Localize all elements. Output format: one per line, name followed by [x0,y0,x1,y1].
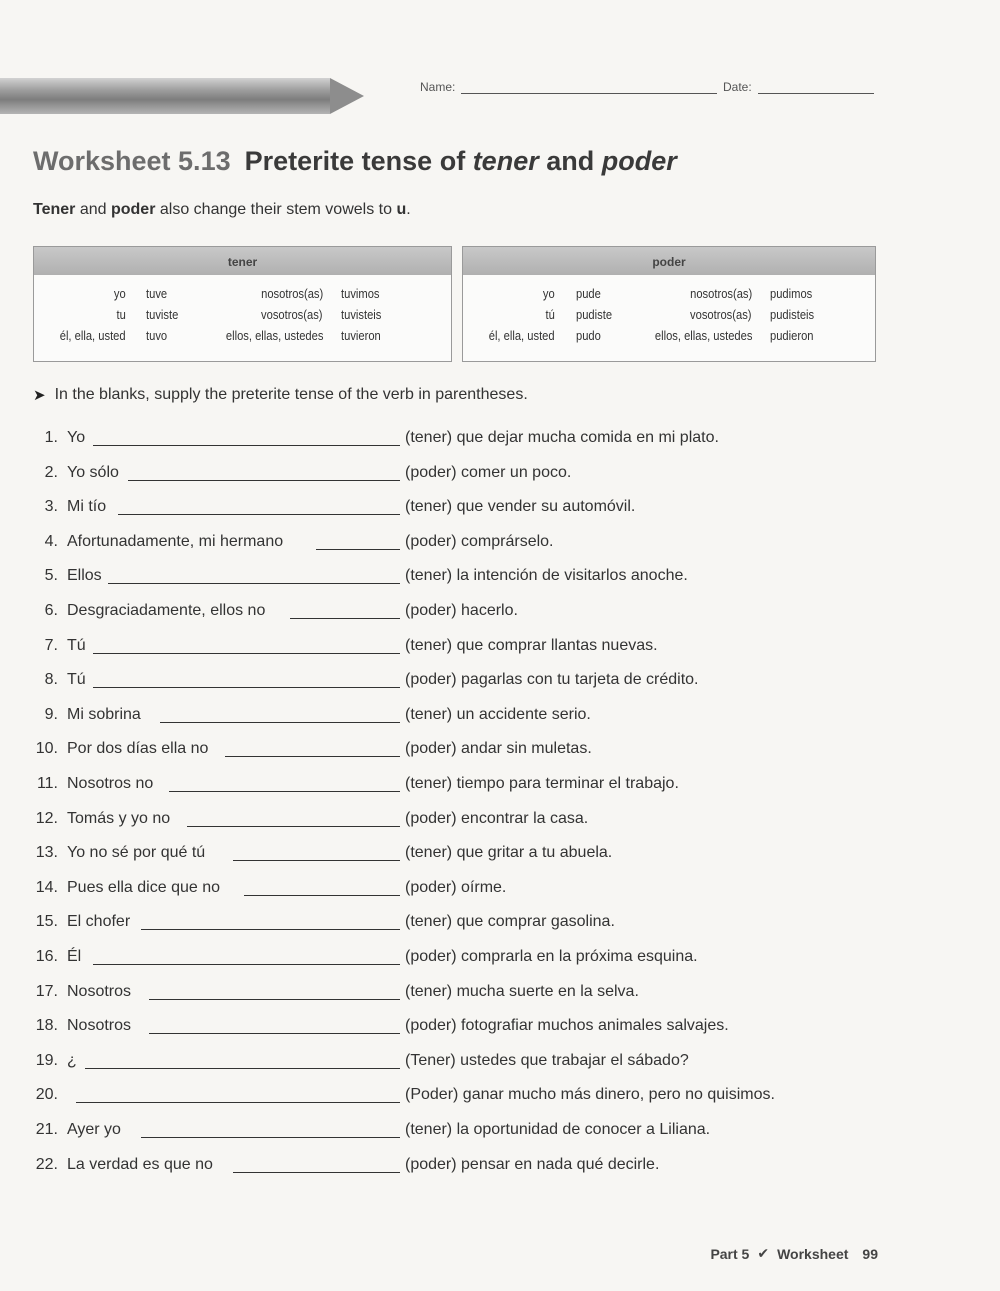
exercise-number: 21. [35,1121,58,1138]
exercise-number: 2. [44,463,58,481]
poder-pronoun-6: ellos, ellas, ustedes [654,328,752,343]
exercise-item [0,913,1000,937]
tener-form-6: tuvieron [341,328,381,343]
exercise-subject: ¿ [67,1051,77,1069]
subtitle-rest: also change their stem vowels to [155,201,397,218]
tener-form-5: tuvisteis [341,307,382,322]
answer-blank[interactable] [169,791,400,792]
exercise-item [0,671,1000,695]
poder-pronoun-5: vosotros(as) [690,307,752,322]
exercise-item [0,1156,1000,1180]
exercise-item [0,948,1000,972]
page-number: 99 [862,1245,878,1262]
instructions-text: In the blanks, supply the preterite tense of the verb in parentheses. [54,386,528,403]
exercise-number: 13. [35,844,58,862]
tener-pronoun-1: yo [114,286,126,301]
exercise-item [0,1086,1000,1110]
exercise-hint: (poder) oírme. [405,878,507,896]
tener-form-2: tuviste [146,307,179,322]
poder-form-3: pudo [576,328,601,343]
exercise-hint: (poder) hacerlo. [405,602,518,619]
answer-blank[interactable] [149,1033,400,1034]
exercise-hint: (Poder) ganar mucho más dinero, pero no quisimos. [405,1086,775,1104]
exercise-number: 1. [44,429,58,446]
exercise-hint: (poder) comprárselo. [405,532,554,550]
date-label: Date: [723,80,752,94]
page-title [33,146,677,177]
exercise-number: 20. [35,1086,58,1104]
exercise-number: 19. [35,1051,58,1069]
exercise-item [0,1121,1000,1145]
subtitle-and: and [75,201,111,218]
exercise-subject: Tomás y yo no [67,809,171,827]
exercise-number: 15. [35,913,58,931]
exercise-subject: Ayer yo [67,1121,121,1138]
exercise-item [0,429,1000,453]
exercise-hint: (tener) la intención de visitarlos anoche. [405,567,688,585]
exercise-number: 22. [35,1155,58,1173]
exercise-number: 14. [35,878,58,896]
answer-blank[interactable] [160,722,400,723]
exercise-number: 17. [35,982,58,1000]
answer-blank[interactable] [316,549,400,550]
answer-blank[interactable] [85,1068,400,1069]
answer-blank[interactable] [149,999,400,1000]
subtitle-period: . [406,201,411,218]
tener-pronoun-4: nosotros(as) [260,286,323,301]
exercise-number: 10. [35,740,58,758]
answer-blank[interactable] [141,1137,400,1138]
answer-blank[interactable] [233,1172,400,1173]
exercise-subject: Nosotros [67,1017,132,1035]
poder-form-5: pudisteis [770,307,815,322]
exercise-hint: (tener) que comprar llantas nuevas. [405,636,658,654]
exercise-subject: Desgraciadamente, ellos no [67,602,266,619]
exercise-hint: (tener) mucha suerte en la selva. [405,982,639,1000]
checkmark-icon: ✔ [757,1245,770,1261]
answer-blank[interactable] [76,1102,400,1103]
poder-form-1: pude [576,286,601,301]
answer-blank[interactable] [187,826,400,827]
exercise-item [0,498,1000,522]
exercise-item [0,706,1000,730]
answer-blank[interactable] [93,653,400,654]
tener-form-4: tuvimos [341,286,380,301]
poder-pronoun-4: nosotros(as) [689,286,752,301]
subtitle-vowel: u [396,201,407,218]
exercise-hint: (poder) encontrar la casa. [405,809,589,827]
exercise-subject: Tú [67,671,86,689]
exercise-subject: Por dos días ella no [67,740,209,758]
exercise-number: 5. [44,567,58,585]
poder-form-2: pudiste [576,307,613,322]
exercise-hint: (poder) pensar en nada qué decirle. [405,1155,660,1173]
answer-blank[interactable] [290,618,400,619]
answer-blank[interactable] [225,756,400,757]
exercise-subject: Afortunadamente, mi hermano [67,532,284,550]
footer-label: Worksheet [777,1245,849,1262]
poder-pronoun-3: él, ella, usted [489,328,555,343]
exercise-subject: Tú [67,636,86,654]
tener-table-header: tener [34,247,451,275]
exercise-hint: (Tener) ustedes que trabajar el sábado? [405,1051,689,1069]
exercise-item [0,464,1000,488]
tener-pronoun-5: vosotros(as) [261,307,323,322]
page-footer [710,1245,878,1262]
poder-pronoun-1: yo [543,286,555,301]
answer-blank[interactable] [108,583,400,584]
exercise-hint: (tener) la oportunidad de conocer a Liliana. [405,1121,711,1138]
answer-blank[interactable] [233,860,400,861]
subtitle-verb2: poder [110,201,156,218]
answer-blank[interactable] [118,514,400,515]
tener-pronoun-3: él, ella, usted [60,328,126,343]
answer-blank[interactable] [93,687,400,688]
exercise-hint: (poder) comprarla en la próxima esquina. [405,948,698,965]
footer-part: Part 5 [710,1245,750,1262]
tener-pronoun-2: tu [116,307,126,322]
exercise-subject: Yo no sé por qué tú [67,844,206,862]
exercise-subject: Mi sobrina [67,705,141,723]
exercise-hint: (poder) andar sin muletas. [405,740,592,758]
answer-blank[interactable] [141,929,400,930]
title-mid: and [538,146,602,176]
exercise-number: 12. [35,809,58,827]
exercise-number: 9. [44,705,58,723]
exercise-hint: (poder) pagarlas con tu tarjeta de crédito. [405,671,699,689]
exercise-subject: Ellos [67,567,102,585]
exercise-item [0,983,1000,1007]
tener-form-1: tuve [146,286,168,301]
answer-blank[interactable] [93,445,400,446]
subtitle-verb1: Tener [33,201,76,218]
exercise-hint: (poder) fotografiar muchos animales salvajes. [405,1017,729,1035]
name-line[interactable] [461,81,717,94]
exercise-item [0,1052,1000,1076]
exercise-item [0,602,1000,626]
poder-conjugation-table [462,246,876,362]
title-prefix: Preterite tense of [244,146,473,176]
name-field[interactable] [420,80,717,94]
poder-table-header: poder [463,247,875,275]
title-verb-tener: tener [472,146,539,176]
exercise-number: 3. [44,498,58,516]
poder-pronoun-2: tú [545,307,555,322]
exercise-item [0,637,1000,661]
exercise-subject: Él [67,948,82,965]
exercise-subject: Yo [67,429,86,446]
exercise-subject: Mi tío [67,498,107,516]
exercise-subject: Yo sólo [67,463,119,481]
exercise-number: 11. [36,775,58,792]
exercise-hint: (tener) un accidente serio. [405,705,591,723]
exercise-subject: Nosotros no [67,775,154,792]
exercise-item [0,879,1000,903]
exercise-item [0,567,1000,591]
poder-form-6: pudieron [770,328,814,343]
exercise-number: 8. [44,671,58,689]
exercise-number: 7. [44,636,58,654]
exercise-item [0,844,1000,868]
exercise-number: 16. [35,948,58,965]
pencil-tip-graphic [330,78,364,114]
exercise-subject: El chofer [67,913,131,931]
exercise-hint: (tener) que gritar a tu abuela. [405,844,613,862]
exercise-item [0,740,1000,764]
pencil-graphic [0,78,330,114]
exercise-subject: Nosotros [67,982,132,1000]
tener-pronoun-6: ellos, ellas, ustedes [225,328,323,343]
tener-form-3: tuvo [146,328,168,343]
exercise-item [0,1017,1000,1041]
instructions [33,386,528,404]
exercise-number: 18. [35,1017,58,1035]
answer-blank[interactable] [93,964,400,965]
exercise-hint: (poder) comer un poco. [405,463,572,481]
exercise-item [0,533,1000,557]
exercise-hint: (tener) que dejar mucha comida en mi plato. [405,429,719,446]
exercise-item [0,775,1000,799]
arrowhead-icon: ➤ [33,387,46,404]
exercise-item [0,810,1000,834]
answer-blank[interactable] [244,895,400,896]
name-label: Name: [420,80,456,94]
exercise-number: 6. [44,602,58,619]
title-verb-poder: poder [601,146,677,176]
poder-form-4: pudimos [770,286,813,301]
exercise-subject: La verdad es que no [67,1155,213,1173]
date-field[interactable] [723,80,874,94]
worksheet-number: Worksheet 5.13 [33,146,231,176]
exercise-hint: (tener) que comprar gasolina. [405,913,615,931]
exercise-subject: Pues ella dice que no [67,878,220,896]
exercise-hint: (tener) tiempo para terminar el trabajo. [405,775,679,792]
subtitle [33,201,411,219]
exercise-hint: (tener) que vender su automóvil. [405,498,636,516]
exercise-number: 4. [44,532,58,550]
date-line[interactable] [758,81,874,94]
answer-blank[interactable] [128,480,400,481]
tener-conjugation-table [33,246,452,362]
